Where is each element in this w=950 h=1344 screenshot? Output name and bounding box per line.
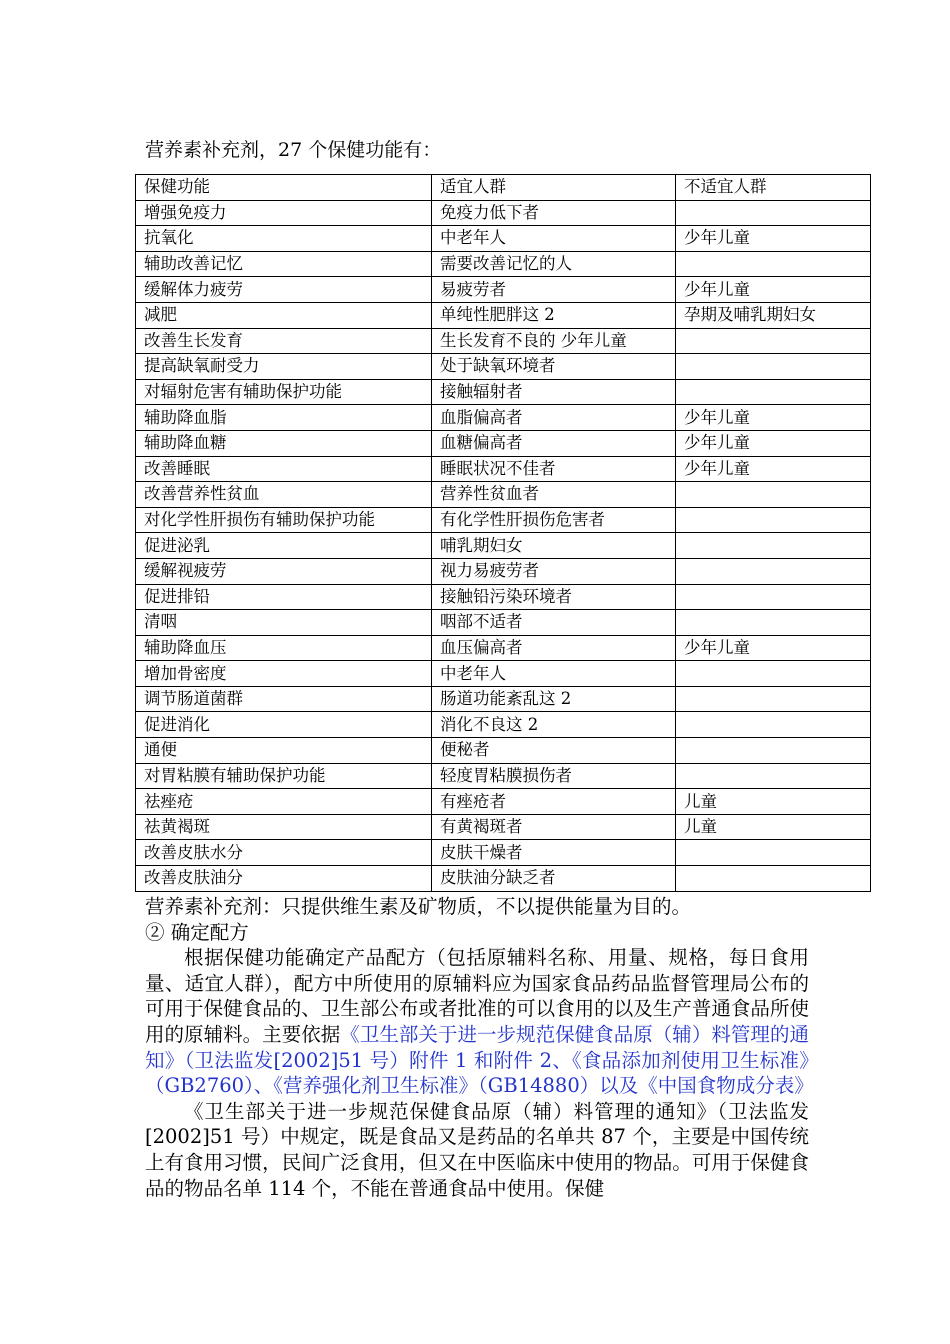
table-row <box>136 814 871 840</box>
suitable-group-cell: 有化学性肝损伤危害者 <box>432 507 676 533</box>
unsuitable-group-cell <box>676 763 871 789</box>
function-cell: 减肥 <box>136 302 432 328</box>
unsuitable-group-cell: 孕期及哺乳期妇女 <box>676 302 871 328</box>
unsuitable-group-cell <box>676 251 871 277</box>
header-cell: 不适宜人群 <box>676 175 871 201</box>
function-cell: 提高缺氧耐受力 <box>136 354 432 380</box>
paragraph-formula <box>145 945 814 1099</box>
function-cell: 缓解视疲劳 <box>136 558 432 584</box>
unsuitable-group-cell <box>676 840 871 866</box>
function-cell: 对辐射危害有辅助保护功能 <box>136 379 432 405</box>
unsuitable-group-cell: 少年儿童 <box>676 277 871 303</box>
table-row <box>136 840 871 866</box>
unsuitable-group-cell <box>676 507 871 533</box>
suitable-group-cell: 营养性贫血者 <box>432 482 676 508</box>
function-cell: 改善生长发育 <box>136 328 432 354</box>
unsuitable-group-cell <box>676 200 871 226</box>
function-cell: 促进消化 <box>136 712 432 738</box>
table-row <box>136 763 871 789</box>
table-row <box>136 354 871 380</box>
suitable-group-cell: 便秘者 <box>432 738 676 764</box>
suitable-group-cell: 皮肤干燥者 <box>432 840 676 866</box>
unsuitable-group-cell: 少年儿童 <box>676 226 871 252</box>
function-cell: 祛痤疮 <box>136 789 432 815</box>
function-cell: 增加骨密度 <box>136 661 432 687</box>
unsuitable-group-cell <box>676 354 871 380</box>
table-row <box>136 558 871 584</box>
function-cell: 辅助降血糖 <box>136 430 432 456</box>
table-row <box>136 866 871 892</box>
table-row <box>136 456 871 482</box>
function-cell: 促进泌乳 <box>136 533 432 559</box>
function-cell: 改善皮肤水分 <box>136 840 432 866</box>
table-row <box>136 610 871 636</box>
function-cell: 缓解体力疲劳 <box>136 277 432 303</box>
suitable-group-cell: 肠道功能紊乱这 2 <box>432 686 676 712</box>
table-row <box>136 277 871 303</box>
section-heading: 营养素补充剂，27 个保健功能有： <box>145 139 442 161</box>
unsuitable-group-cell: 少年儿童 <box>676 405 871 431</box>
function-cell: 祛黄褐斑 <box>136 814 432 840</box>
table-row <box>136 379 871 405</box>
table-row <box>136 302 871 328</box>
unsuitable-group-cell <box>676 584 871 610</box>
unsuitable-group-cell <box>676 610 871 636</box>
paragraph-text: 根据保健功能确定产品配方（包括原辅料名称、用量、规格，每日食用量、适宜人群），配方中所使用的原辅料应为国家食品药品监督管理局公布的可用于保健食品的、卫生部公布或者批准的可以食用的以及生产普通食品所使用的原辅料。主要依据 <box>145 946 809 1046</box>
unsuitable-group-cell <box>676 328 871 354</box>
suitable-group-cell: 消化不良这 2 <box>432 712 676 738</box>
unsuitable-group-cell: 少年儿童 <box>676 456 871 482</box>
function-cell: 改善营养性贫血 <box>136 482 432 508</box>
table-row <box>136 789 871 815</box>
function-cell: 促进排铅 <box>136 584 432 610</box>
header-cell: 适宜人群 <box>432 175 676 201</box>
suitable-group-cell: 血糖偏高者 <box>432 430 676 456</box>
table-row <box>136 328 871 354</box>
function-cell: 辅助降血压 <box>136 635 432 661</box>
table-row <box>136 635 871 661</box>
table-row <box>136 200 871 226</box>
unsuitable-group-cell <box>676 866 871 892</box>
unsuitable-group-cell <box>676 482 871 508</box>
unsuitable-group-cell: 少年儿童 <box>676 430 871 456</box>
function-cell: 调节肠道菌群 <box>136 686 432 712</box>
suitable-group-cell: 血脂偏高者 <box>432 405 676 431</box>
suitable-group-cell: 易疲劳者 <box>432 277 676 303</box>
suitable-group-cell: 接触铅污染环境者 <box>432 584 676 610</box>
table-row <box>136 738 871 764</box>
function-cell: 抗氧化 <box>136 226 432 252</box>
unsuitable-group-cell <box>676 379 871 405</box>
function-cell: 增强免疫力 <box>136 200 432 226</box>
function-cell: 通便 <box>136 738 432 764</box>
unsuitable-group-cell <box>676 686 871 712</box>
suitable-group-cell: 视力易疲劳者 <box>432 558 676 584</box>
suitable-group-cell: 轻度胃粘膜损伤者 <box>432 763 676 789</box>
function-cell: 改善睡眠 <box>136 456 432 482</box>
suitable-group-cell: 哺乳期妇女 <box>432 533 676 559</box>
body-text <box>145 894 814 1201</box>
unsuitable-group-cell <box>676 712 871 738</box>
table-row <box>136 482 871 508</box>
suitable-group-cell: 血压偏高者 <box>432 635 676 661</box>
unsuitable-group-cell: 儿童 <box>676 814 871 840</box>
table-row <box>136 430 871 456</box>
regulation-reference-link[interactable]: 《卫生部关于进一步规范保健食品原（辅）料管理的通知》（卫法监发[2002]51 号）附件 1 和附件 2、《食品添加剂使用卫生标准》（GB2760）、《营养强化剂卫生标准》（GB14880）以及《中国食物成分表》 <box>145 1022 814 1098</box>
table-row <box>136 533 871 559</box>
suitable-group-cell: 需要改善记忆的人 <box>432 251 676 277</box>
health-function-table <box>135 174 871 892</box>
function-cell: 辅助改善记忆 <box>136 251 432 277</box>
suitable-group-cell: 单纯性肥胖这 2 <box>432 302 676 328</box>
unsuitable-group-cell: 少年儿童 <box>676 635 871 661</box>
table-row <box>136 251 871 277</box>
suitable-group-cell: 处于缺氧环境者 <box>432 354 676 380</box>
table-row <box>136 712 871 738</box>
suitable-group-cell: 有黄褐斑者 <box>432 814 676 840</box>
unsuitable-group-cell: 儿童 <box>676 789 871 815</box>
function-cell: 对胃粘膜有辅助保护功能 <box>136 763 432 789</box>
header-cell: 保健功能 <box>136 175 432 201</box>
suitable-group-cell: 咽部不适者 <box>432 610 676 636</box>
unsuitable-group-cell <box>676 533 871 559</box>
subsection-title: ② 确定配方 <box>145 920 249 944</box>
suitable-group-cell: 中老年人 <box>432 226 676 252</box>
suitable-group-cell: 有痤疮者 <box>432 789 676 815</box>
suitable-group-cell: 中老年人 <box>432 661 676 687</box>
supplement-note: 营养素补充剂：只提供维生素及矿物质，不以提供能量为目的。 <box>145 895 692 918</box>
table-header-row <box>136 175 871 201</box>
table-row <box>136 584 871 610</box>
suitable-group-cell: 皮肤油分缺乏者 <box>432 866 676 892</box>
unsuitable-group-cell <box>676 558 871 584</box>
paragraph-regulation: 《卫生部关于进一步规范保健食品原（辅）料管理的通知》（卫法监发[2002]51 号）中规定，既是食品又是药品的名单共 87 个，主要是中国传统上有食用习惯，民间广泛食用，但又在中医临床中使用的物品。可用于保健食品的物品名单 114 个，不能在普通食品中使用。保健 <box>145 1099 809 1200</box>
table-row <box>136 686 871 712</box>
function-cell: 改善皮肤油分 <box>136 866 432 892</box>
function-cell: 对化学性肝损伤有辅助保护功能 <box>136 507 432 533</box>
table-row <box>136 661 871 687</box>
table-row <box>136 405 871 431</box>
suitable-group-cell: 免疫力低下者 <box>432 200 676 226</box>
function-cell: 清咽 <box>136 610 432 636</box>
suitable-group-cell: 睡眠状况不佳者 <box>432 456 676 482</box>
suitable-group-cell: 生长发育不良的 少年儿童 <box>432 328 676 354</box>
unsuitable-group-cell <box>676 661 871 687</box>
table-row <box>136 507 871 533</box>
table-row <box>136 226 871 252</box>
function-cell: 辅助降血脂 <box>136 405 432 431</box>
unsuitable-group-cell <box>676 738 871 764</box>
suitable-group-cell: 接触辐射者 <box>432 379 676 405</box>
